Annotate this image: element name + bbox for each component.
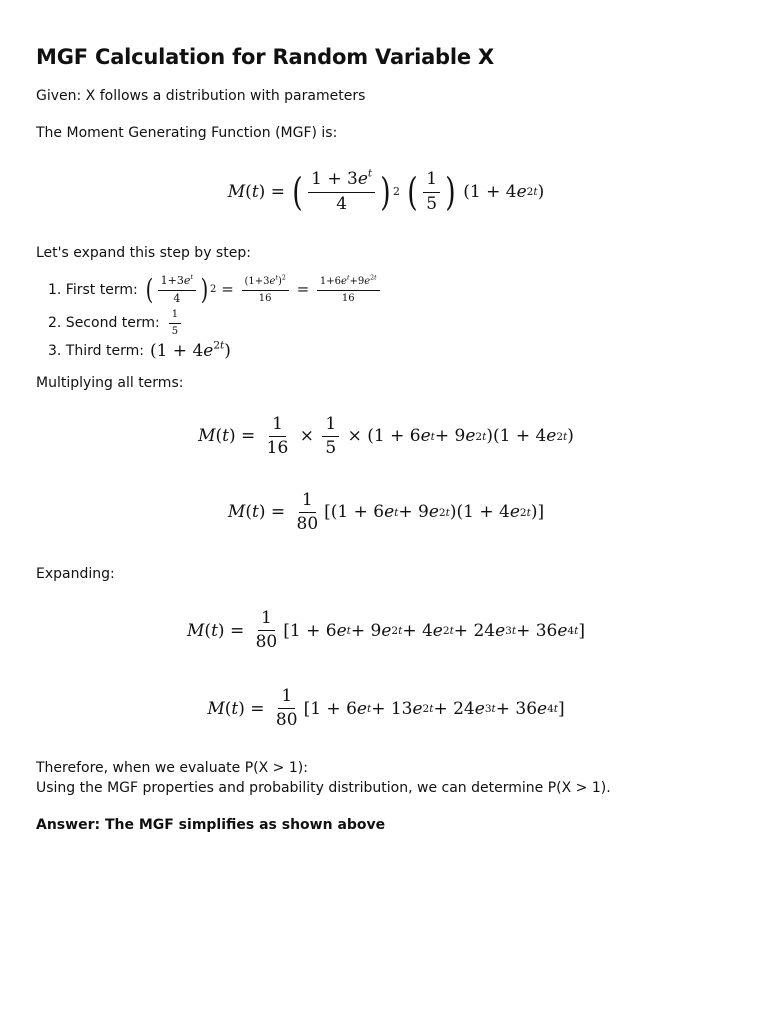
combined-equation: M ( t ) = $\frac{1}{80}$ [(1 + 6 e t + 9 e 2t )(1 + 4 e 2t )]	[227, 489, 545, 535]
answer-text: Answer: The MGF simplifies as shown above	[36, 816, 386, 833]
using-mgf-text: Using the MGF properties and probability distribution, we can determine P(X > 1).	[36, 780, 611, 797]
expanded-equation: M ( t ) = $\frac{1}{80}$ [1 + 6 e t + 9 e 2t + 4 e 2t + 24 e 3t + 36 e 4t ]	[187, 607, 585, 653]
step-2: 2. Second term: $\frac{1}{5}$	[48, 309, 736, 337]
step-1: 1. First term: ( $\frac{1+3e^t}{4}$ ) 2 = $\frac{(1+3e^t)^2}{16}$ = $\frac{1+6e^t+9e^{2t}}{16}$	[48, 271, 736, 309]
step-3-label: 3. Third term:	[48, 343, 144, 360]
given-text: Given: X follows a distribution with parameters	[36, 88, 366, 105]
multiply-intro-text: Multiplying all terms:	[36, 375, 184, 392]
therefore-text: Therefore, when we evaluate P(X > 1):	[36, 759, 308, 776]
steps-list	[36, 271, 736, 365]
expand-intro-text: Let's expand this step by step:	[36, 245, 251, 262]
step-3: 3. Third term: $(1 + 4e^{2t})$	[48, 339, 231, 361]
page-title: MGF Calculation for Random Variable X	[36, 45, 495, 69]
expanding-label: Expanding:	[36, 565, 115, 582]
step-1-label: 1. First term:	[48, 282, 138, 299]
step-2-label: 2. Second term:	[48, 315, 160, 332]
simplified-equation: M ( t ) = $\frac{1}{80}$ [1 + 6 e t + 13 e 2t + 24 e 3t + 36 e 4t ]	[207, 685, 565, 731]
mgf-intro-text: The Moment Generating Function (MGF) is:	[36, 124, 338, 141]
mgf-equation: M ( t ) = ( $\frac{1 + 3e^t}{4}$ ) 2 ( $\frac{1}{5}$ ) (1 + 4 e 2t )	[227, 167, 545, 215]
multiply-equation: M ( t ) = $\frac{1}{16}$ × $\frac{1}{5}$ × (1 + 6 e t + 9 e 2t )(1 + 4 e 2t )	[198, 413, 574, 459]
document	[36, 42, 736, 835]
